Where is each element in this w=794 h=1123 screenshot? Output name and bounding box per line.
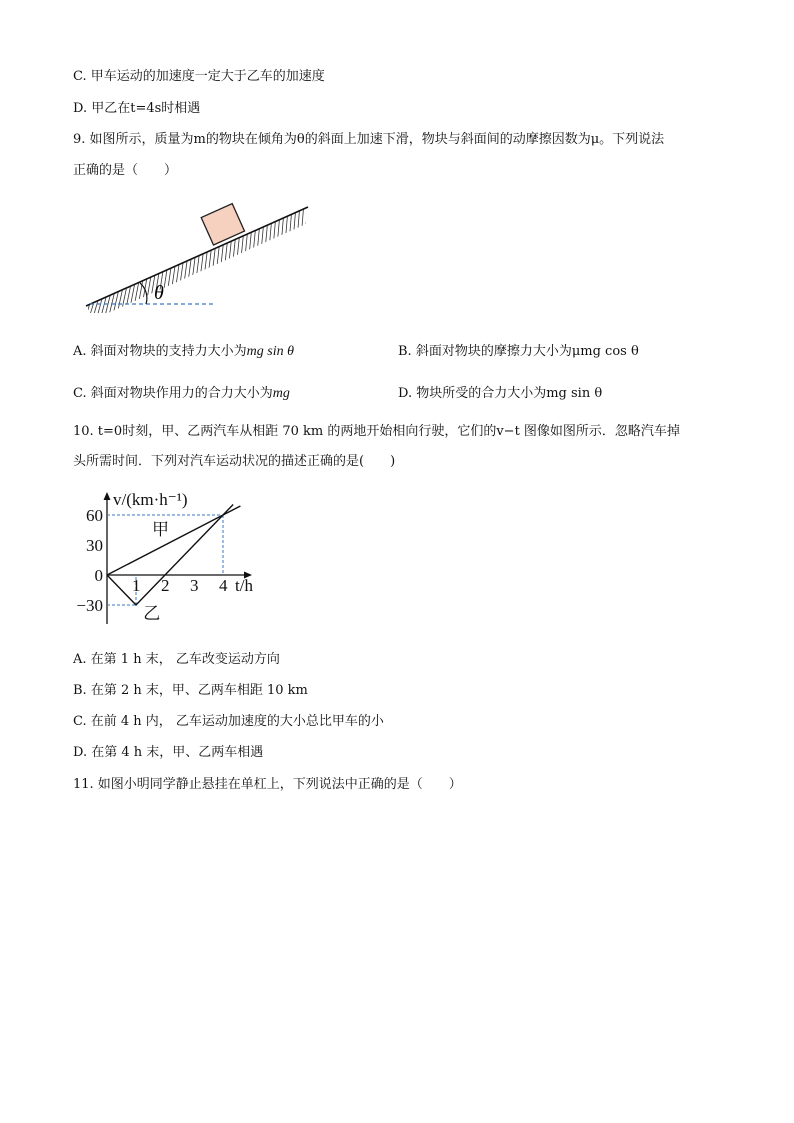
q8-option-c: C. 甲车运动的加速度一定大于乙车的加速度 xyxy=(73,69,325,84)
q9-stem-line2: 正确的是（ ） xyxy=(73,163,178,178)
q9-option-b-formula: μmg cos θ xyxy=(571,344,639,359)
q9-option-c-text: C. 斜面对物块作用力的合力大小为 xyxy=(73,386,273,401)
vt-chart xyxy=(60,488,270,628)
q10-stem-line1: 10. t=0时刻，甲、乙两汽车从相距 70 km 的两地开始相向行驶，它们的v−t 图像如图所示．忽略汽车掉 xyxy=(73,424,680,439)
q9-option-d-text: D. 物块所受的合力大小为 xyxy=(398,386,547,401)
y-axis-arrow xyxy=(104,492,111,500)
incline-surface xyxy=(86,207,308,306)
q9-option-b-text: B. 斜面对物块的摩擦力大小为 xyxy=(398,344,572,359)
q9-option-a-text: A. 斜面对物块的支持力大小为 xyxy=(73,344,247,359)
y-tick-label: 0 xyxy=(94,566,103,585)
y-axis-label: v/(km·h⁻¹) xyxy=(113,490,188,509)
q9-option-c-formula: mg xyxy=(272,386,290,401)
q11-stem: 11. 如图小明同学静止悬挂在单杠上，下列说法中正确的是（ ） xyxy=(73,777,462,792)
q9-option-d xyxy=(398,385,602,403)
q8-option-d: D. 甲乙在t=4s时相遇 xyxy=(73,101,201,116)
x-tick-label: 1 xyxy=(132,576,141,595)
incline-figure xyxy=(80,198,320,313)
x-tick-label: 3 xyxy=(190,576,199,595)
q9-stem-line1: 9. 如图所示，质量为m的物块在倾角为θ的斜面上加速下滑，物块与斜面间的动摩擦因数为μ。下列说法 xyxy=(73,132,665,147)
q10-option-b: B. 在第 2 h 末，甲、乙两车相距 10 km xyxy=(73,683,308,698)
q9-option-d-formula: mg sin θ xyxy=(546,386,603,401)
q10-option-d: D. 在第 4 h 末，甲、乙两车相遇 xyxy=(73,745,264,760)
q10-stem-line2: 头所需时间．下列对汽车运动状况的描述正确的是( ) xyxy=(73,454,396,469)
y-tick-label: −30 xyxy=(76,596,103,615)
series-jia-label: 甲 xyxy=(151,520,169,539)
y-tick-label: 30 xyxy=(86,536,103,555)
series-jia-line xyxy=(107,506,240,575)
q10-option-c: C. 在前 4 h 内， 乙车运动加速度的大小总比甲车的小 xyxy=(73,714,384,729)
x-tick-label: 2 xyxy=(161,576,170,595)
x-axis-label: t/h xyxy=(235,576,253,595)
y-tick-label: 60 xyxy=(86,506,103,525)
angle-label: θ xyxy=(154,282,164,304)
q9-option-a-formula: mg sin θ xyxy=(246,344,294,359)
q9-option-c xyxy=(73,385,290,403)
series-yi-label: 乙 xyxy=(143,604,161,623)
q9-option-a xyxy=(73,343,294,361)
q10-option-a: A. 在第 1 h 末， 乙车改变运动方向 xyxy=(73,652,280,667)
x-tick-label: 4 xyxy=(219,576,228,595)
q9-option-b xyxy=(398,343,639,361)
